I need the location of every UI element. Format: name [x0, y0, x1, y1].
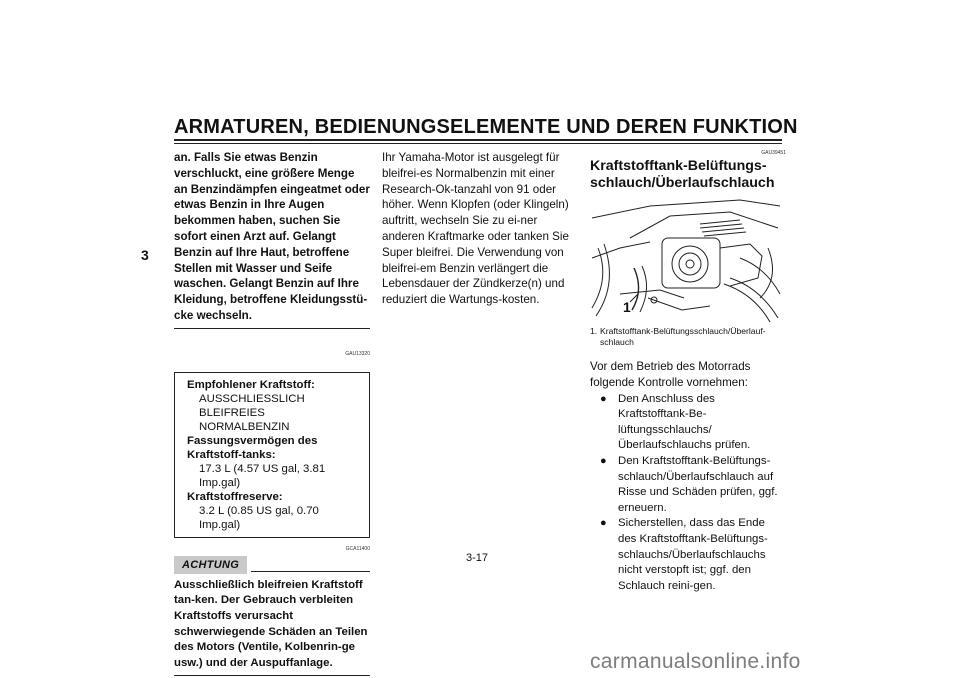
check-list [590, 392, 786, 595]
tank-capacity-label: Fassungsvermögen des Kraftstoff-tanks: [187, 434, 318, 461]
fuel-reserve-label: Kraftstoffreserve: [187, 490, 283, 503]
achtung-rule [251, 571, 370, 572]
engine-drawing [590, 198, 782, 324]
chapter-tab: 3 [141, 247, 149, 263]
column-middle [382, 150, 578, 308]
caution-text: Ausschließlich bleifreien Kraftstoff tan-ken. Der Gebrauch verbleiten Kraftstoffs verursacht schwerwiegende Schäden an Teilen des Motors (Ventile, Kolbenrin-ge usw.) und der Auspuffanlage. [174, 578, 368, 669]
tank-capacity-value: 17.3 L (4.57 US gal, 3.81 Imp.gal) [199, 462, 326, 489]
recommended-fuel-value: AUSSCHLIESSLICH BLEIFREIES NORMALBENZIN [199, 392, 305, 433]
warning-text: an. Falls Sie etwas Benzin verschluckt, eine größere Menge an Benzindämpfen eingeatmet oder etwas Benzin in Ihre Augen bekommen haben, suchen Sie sofort einen Arzt auf. Gelangt Benzin auf Ihre Haut, betroffene Stellen mit Wasser und Seife waschen. Gelangt Benzin auf Ihre Kleidung, betroffene Kleidungsstü-cke wechseln. [174, 151, 370, 322]
list-item-text: Sicherstellen, dass das Ende des Kraftstofftank-Belüftungs-schlauchs/Überlaufschlauchs nicht verstopft ist; ggf. den Schlauch reini-gen. [618, 517, 768, 592]
list-item-text: Den Kraftstofftank-Belüftungs-schlauch/Überlaufschlauch auf Risse und Schäden prüfen, ggf. erneuern. [618, 454, 778, 514]
recommended-fuel-label: Empfohlener Kraftstoff: [187, 378, 315, 391]
watermark: carmanualsonline.info [590, 650, 801, 673]
page-number: 3-17 [466, 552, 489, 564]
list-item [600, 454, 786, 516]
caption-number: 1. [590, 326, 598, 336]
fuel-info-paragraph: Ihr Yamaha-Motor ist ausgelegt für bleifrei-es Normalbenzin mit einer Research-Ok-tanzahl von 91 oder höher. Wenn Klopfen (oder Klingeln) auftritt, wechseln Sie zu ei-ner anderen Kraftmarke oder tanken Sie Super bleifrei. Die Verwendung von bleifrei-em Benzin verlängert die Lebensdauer der Zündkerze(n) und reduziert die Wartungs-kosten. [382, 151, 569, 307]
list-item [600, 392, 786, 454]
achtung-header [174, 556, 370, 574]
section-code: GAU39451 [761, 150, 786, 156]
column-right [590, 150, 786, 594]
bullet-icon: ● [600, 517, 607, 530]
figure-caption [590, 326, 786, 347]
header-rule [174, 139, 782, 141]
achtung-badge: ACHTUNG [174, 556, 247, 574]
fuel-spec-box [174, 372, 370, 538]
callout-number: 1 [623, 299, 631, 315]
bullet-icon: ● [600, 454, 607, 467]
list-item-text: Den Anschluss des Kraftstofftank-Be-lüftungsschlauchs/Überlaufschlauchs prüfen. [618, 392, 751, 452]
motorcycle-illustration [590, 198, 782, 324]
list-item [600, 516, 786, 594]
caution-end-rule [174, 675, 370, 676]
page-title: ARMATUREN, BEDIENUNGSELEMENTE UND DEREN FUNKTION [174, 116, 798, 138]
caution-code: GCA11400 [345, 545, 370, 552]
check-intro: Vor dem Betrieb des Motorrads folgende Kontrolle vornehmen: [590, 360, 751, 389]
fuel-reserve-value: 3.2 L (0.85 US gal, 0.70 Imp.gal) [199, 504, 319, 531]
bullet-icon: ● [600, 392, 607, 405]
caption-text: Kraftstofftank-Belüftungsschlauch/Überlauf-schlauch [600, 326, 766, 347]
reference-code: GAU13320 [345, 350, 370, 357]
column-left [174, 150, 370, 676]
warning-end-rule [174, 328, 370, 329]
header-rule-thin [174, 143, 782, 144]
section-heading: Kraftstofftank-Belüftungs-schlauch/Überlaufschlauch [590, 158, 775, 191]
